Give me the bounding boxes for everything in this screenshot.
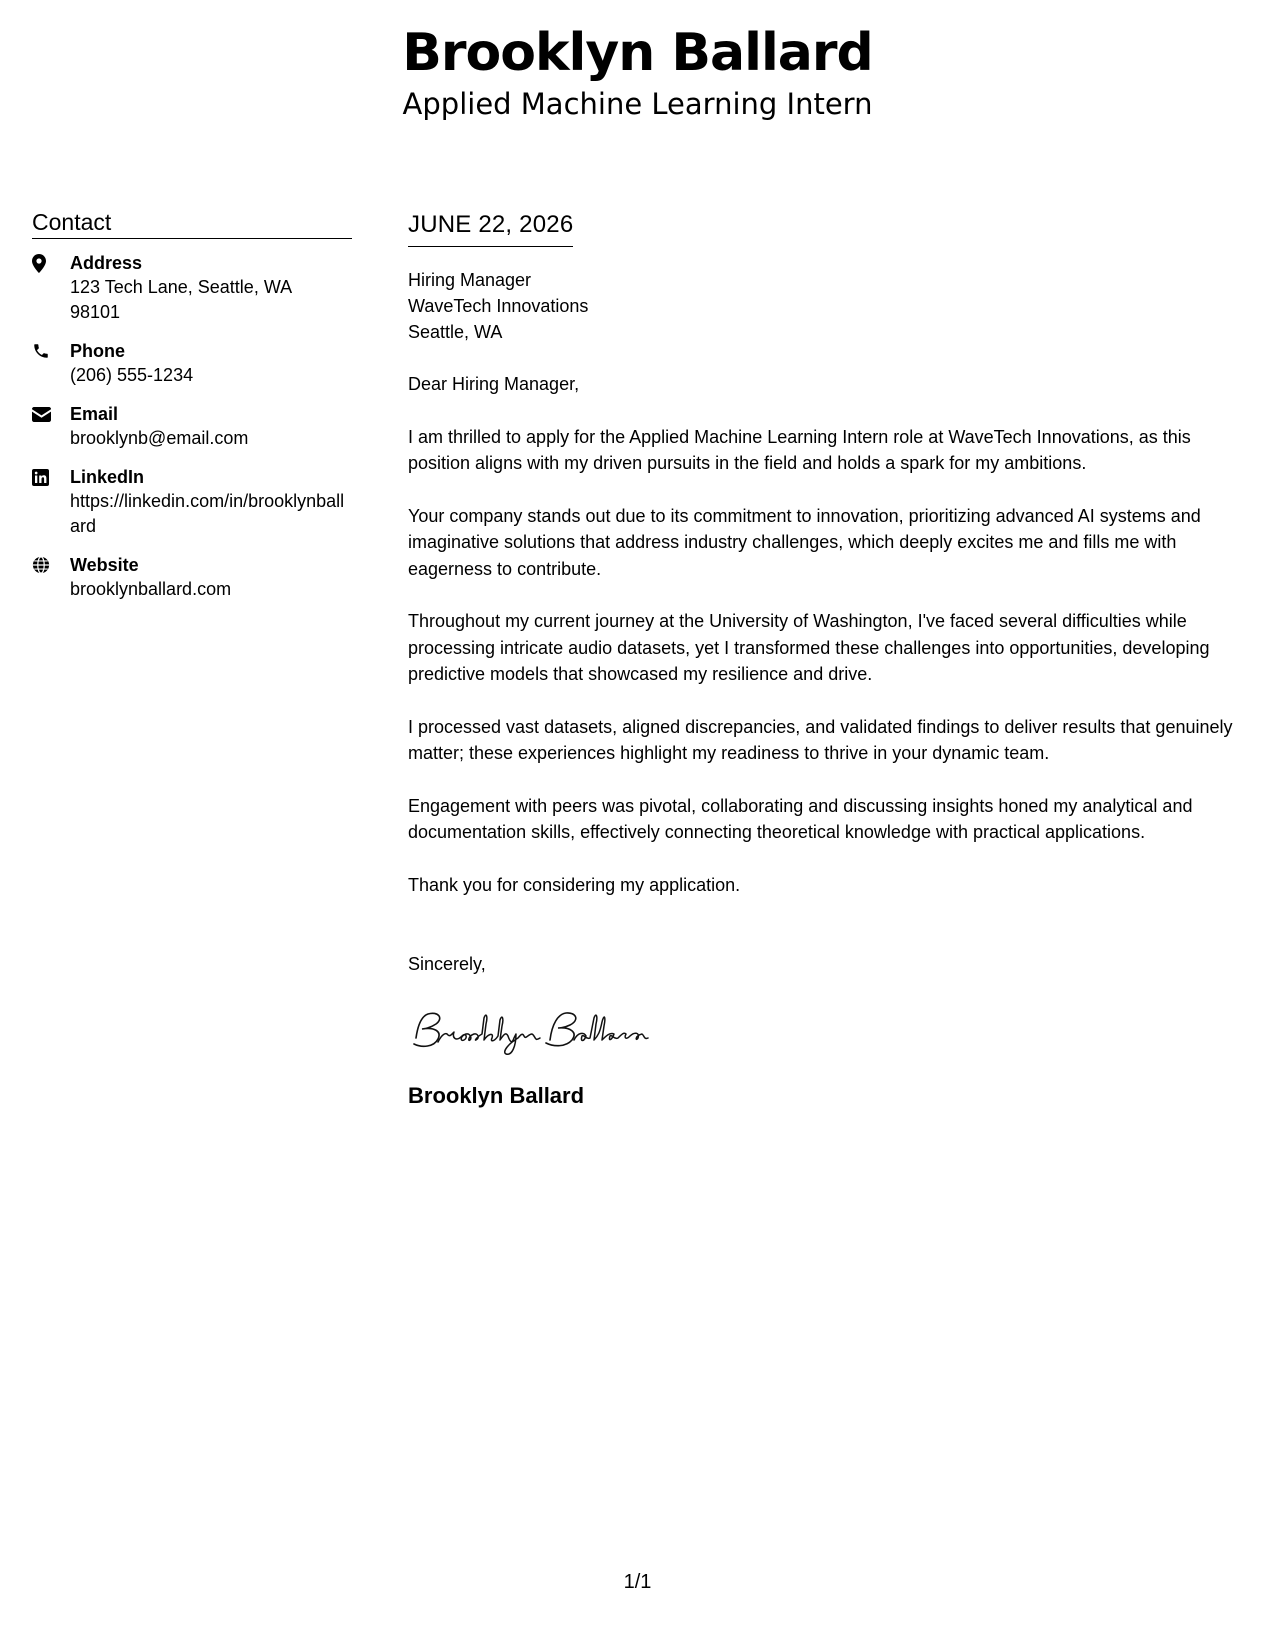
page-number: 1/1 [623, 1571, 652, 1593]
contact-value: (206) 555-1234 [70, 365, 194, 385]
applicant-name: Brooklyn Ballard [402, 23, 873, 83]
letter-date: JUNE 22, 2026 [408, 210, 573, 247]
body-paragraph: Throughout my current journey at the University of Washington, I've faced several difficulties while processing intricate audio datasets, yet I transformed these challenges into opportunities, developing predictive models that showcased my resilience and drive. [408, 611, 1210, 684]
letter-body [408, 210, 1248, 1110]
closing: Sincerely, [408, 954, 486, 974]
envelope-icon [32, 402, 70, 426]
website-link[interactable]: brooklynballard.com [70, 579, 232, 599]
contact-item-phone [32, 339, 352, 388]
recipient-block [408, 267, 1248, 345]
contact-item-email [32, 402, 352, 451]
contact-label: Phone [70, 341, 126, 361]
contact-label: Address [70, 253, 143, 273]
recipient-line: Seattle, WA [408, 322, 503, 342]
contact-item-address [32, 251, 352, 325]
linkedin-icon [32, 465, 70, 489]
linkedin-link[interactable]: https://linkedin.com/in/brooklynballard [70, 491, 345, 536]
handwritten-signature [408, 1002, 1248, 1062]
contact-item-linkedin [32, 465, 352, 539]
contact-value: brooklynb@email.com [70, 428, 249, 448]
signer-name: Brooklyn Ballard [408, 1082, 585, 1108]
letter-header [0, 22, 1275, 122]
body-paragraph: I processed vast datasets, aligned discrepancies, and validated findings to deliver results that genuinely matter; these experiences highlight my readiness to thrive in your dynamic team. [408, 716, 1233, 763]
contact-sidebar [32, 208, 352, 616]
contact-item-website [32, 553, 352, 602]
body-paragraph: I am thrilled to apply for the Applied Machine Learning Intern role at WaveTech Innovations, as this position aligns with my driven pursuits in the field and holds a spark for my ambitions. [408, 426, 1191, 473]
phone-icon [32, 339, 70, 363]
contact-label: Website [70, 555, 139, 575]
applicant-role: Applied Machine Learning Intern [402, 87, 873, 121]
salutation: Dear Hiring Manager, [408, 374, 580, 394]
contact-label: LinkedIn [70, 467, 145, 487]
recipient-line: WaveTech Innovations [408, 296, 589, 316]
map-pin-icon [32, 251, 70, 275]
contact-heading: Contact [32, 208, 352, 239]
contact-label: Email [70, 404, 119, 424]
recipient-line: Hiring Manager [408, 270, 532, 290]
body-paragraph: Thank you for considering my application. [408, 874, 741, 895]
body-paragraph: Your company stands out due to its commitment to innovation, prioritizing advanced AI systems and imaginative solutions that address industry challenges, which deeply excites me and fills me with eagerness to contribute. [408, 505, 1201, 579]
body-paragraph: Engagement with peers was pivotal, collaborating and discussing insights honed my analytical and documentation skills, effectively connecting theoretical knowledge with practical applications. [408, 795, 1193, 842]
globe-icon [32, 553, 70, 577]
contact-value: 123 Tech Lane, Seattle, WA 98101 [70, 277, 292, 322]
